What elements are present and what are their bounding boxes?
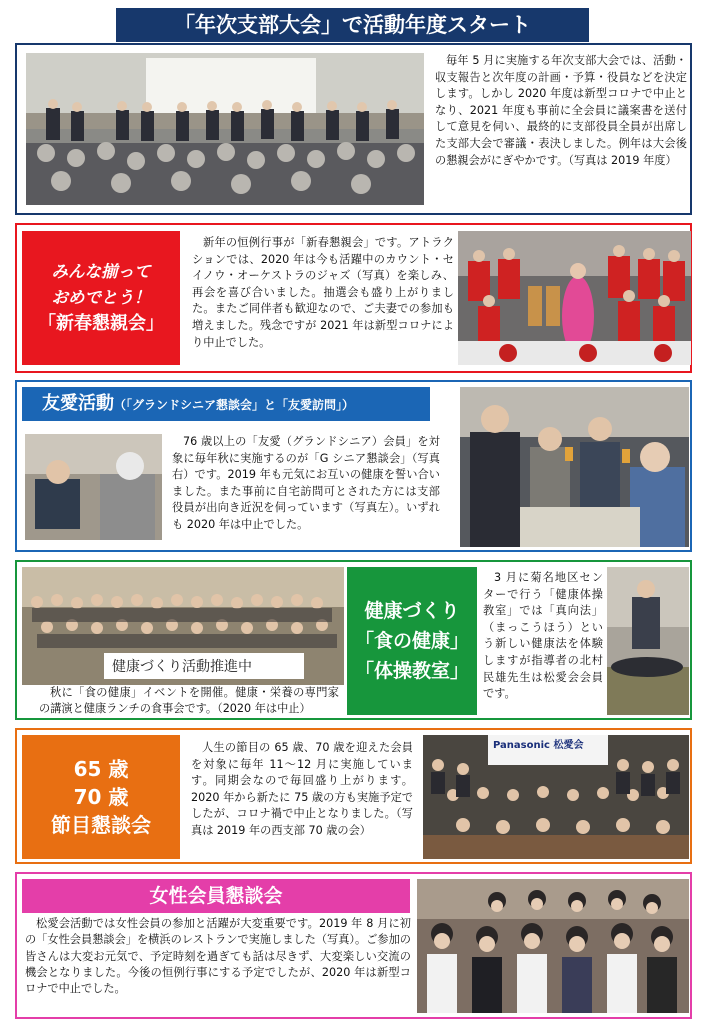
health-banner-text: 健康づくり活動推進中: [112, 659, 252, 675]
section-milestone: [15, 728, 692, 864]
annual-meeting-text: 毎年 5 月に実施する年次支部大会では、活動・収支報告と次年度の計画・予算・役員などを決定します。しかし 2020 年度は新型コロナで中止となり、2021 年度も事前に全会員に議案書を送付して意見を伺い、最終的に支部役員全員が出席した支部大会で審議・表決しました。例年は大会後の懇親会がにぎやかです。（写真は 2019 年度）: [435, 54, 687, 167]
food-health-caption: 秋に「食の健康」イベントを開催。健康・栄養の専門家の講演と健康ランチの食事会です。（2020 年は中止）: [39, 686, 339, 715]
health-heading-line1: 健康づくり: [364, 600, 460, 622]
women-heading-bar: 女性会員懇談会: [22, 879, 410, 913]
health-heading-line2: 「食の健康」: [354, 630, 469, 652]
new-year-heading: [22, 231, 180, 365]
exercise-class-text: 3 月に菊名地区センターで行う「健康体操教室」では「真向法」（まっこうほう）という新しい健康法を体験しますが指導者の北村民雄先生は松愛会会員です。: [483, 571, 603, 701]
section-women-members: [15, 872, 692, 1019]
senior-gathering-photo: [460, 387, 689, 547]
home-visit-photo: [25, 434, 162, 540]
new-year-heading-line3: 「新春懇親会」: [38, 313, 164, 334]
friendship-heading-bar: [22, 387, 430, 421]
milestone-heading-line3: 節目懇談会: [51, 813, 151, 837]
exercise-class-photo: [607, 567, 689, 715]
new-year-text: 新年の恒例行事が「新春懇親会」です。アトラクションでは、2020 年は今も活躍中のカウント・セイノウ・オーケストラのジャズ（写真）を楽しみ、再会を喜び合いました。抽選会も盛り上がりました。またご同伴者も歓迎なので、ご夫妻での参加も増えました。残念ですが 2021 年は新型コロナにより中止でした。: [192, 236, 454, 349]
section-friendship: [15, 380, 692, 552]
milestone-text: 人生の節目の 65 歳、70 歳を迎えた会員を対象に毎年 11～12 月に実施しています。同期会なので毎回盛り上がります。2020 年から新たに 75 歳の方も実施予定でしたが、コロナ禍で中止となりました。（写真は 2019 年の西支部 70 歳の会）: [191, 741, 413, 837]
health-heading: [347, 567, 477, 715]
section-new-year-party: [15, 223, 692, 373]
milestone-heading-line2: 70 歳: [73, 785, 129, 809]
women-members-photo: [417, 879, 689, 1013]
milestone-photo: [423, 735, 689, 859]
health-heading-line3: 「体操教室」: [354, 660, 469, 682]
milestone-sign-text: Panasonic 松愛会: [493, 740, 584, 751]
milestone-heading: [22, 735, 180, 859]
new-year-heading-line2: おめでとう！: [51, 288, 151, 307]
section-health: [15, 560, 692, 720]
jazz-orchestra-photo: [458, 231, 691, 365]
milestone-heading-line1: 65 歳: [73, 757, 129, 781]
new-year-heading-line1: みんな揃って: [51, 262, 151, 281]
friendship-heading: 友愛活動: [42, 393, 114, 414]
page-title: 「年次支部大会」で活動年度スタート: [116, 8, 589, 42]
section-annual-meeting: [15, 43, 692, 215]
annual-meeting-photo: [26, 53, 424, 205]
friendship-heading-sub: （「グランドシニア懇談会」と「友愛訪問」）: [114, 398, 355, 412]
food-health-photo: [22, 567, 344, 685]
friendship-text: 76 歳以上の「友愛（グランドシニア）会員」を対象に毎年秋に実施するのが「G シニア懇談会」（写真右）です。2019 年も元気にお互いの健康を誓い合いました。また事前に自宅訪問可とされた方には支部役員が出向き近況を伺っています（写真左）。いずれも 2020 年は中止でした。: [172, 435, 440, 531]
women-members-text: 松愛会活動では女性会員の参加と活躍が大変重要です。2019 年 8 月に初の「女性会員懇談会」を横浜のレストランで実施しました（写真）。ご参加の皆さんは大変お元気で、予定時刻を過ぎても話は尽きず、大変楽しい交流の機会となりました。今後の恒例行事にする予定でしたが、2020 年は新型コロナで中止でした。: [25, 917, 411, 996]
